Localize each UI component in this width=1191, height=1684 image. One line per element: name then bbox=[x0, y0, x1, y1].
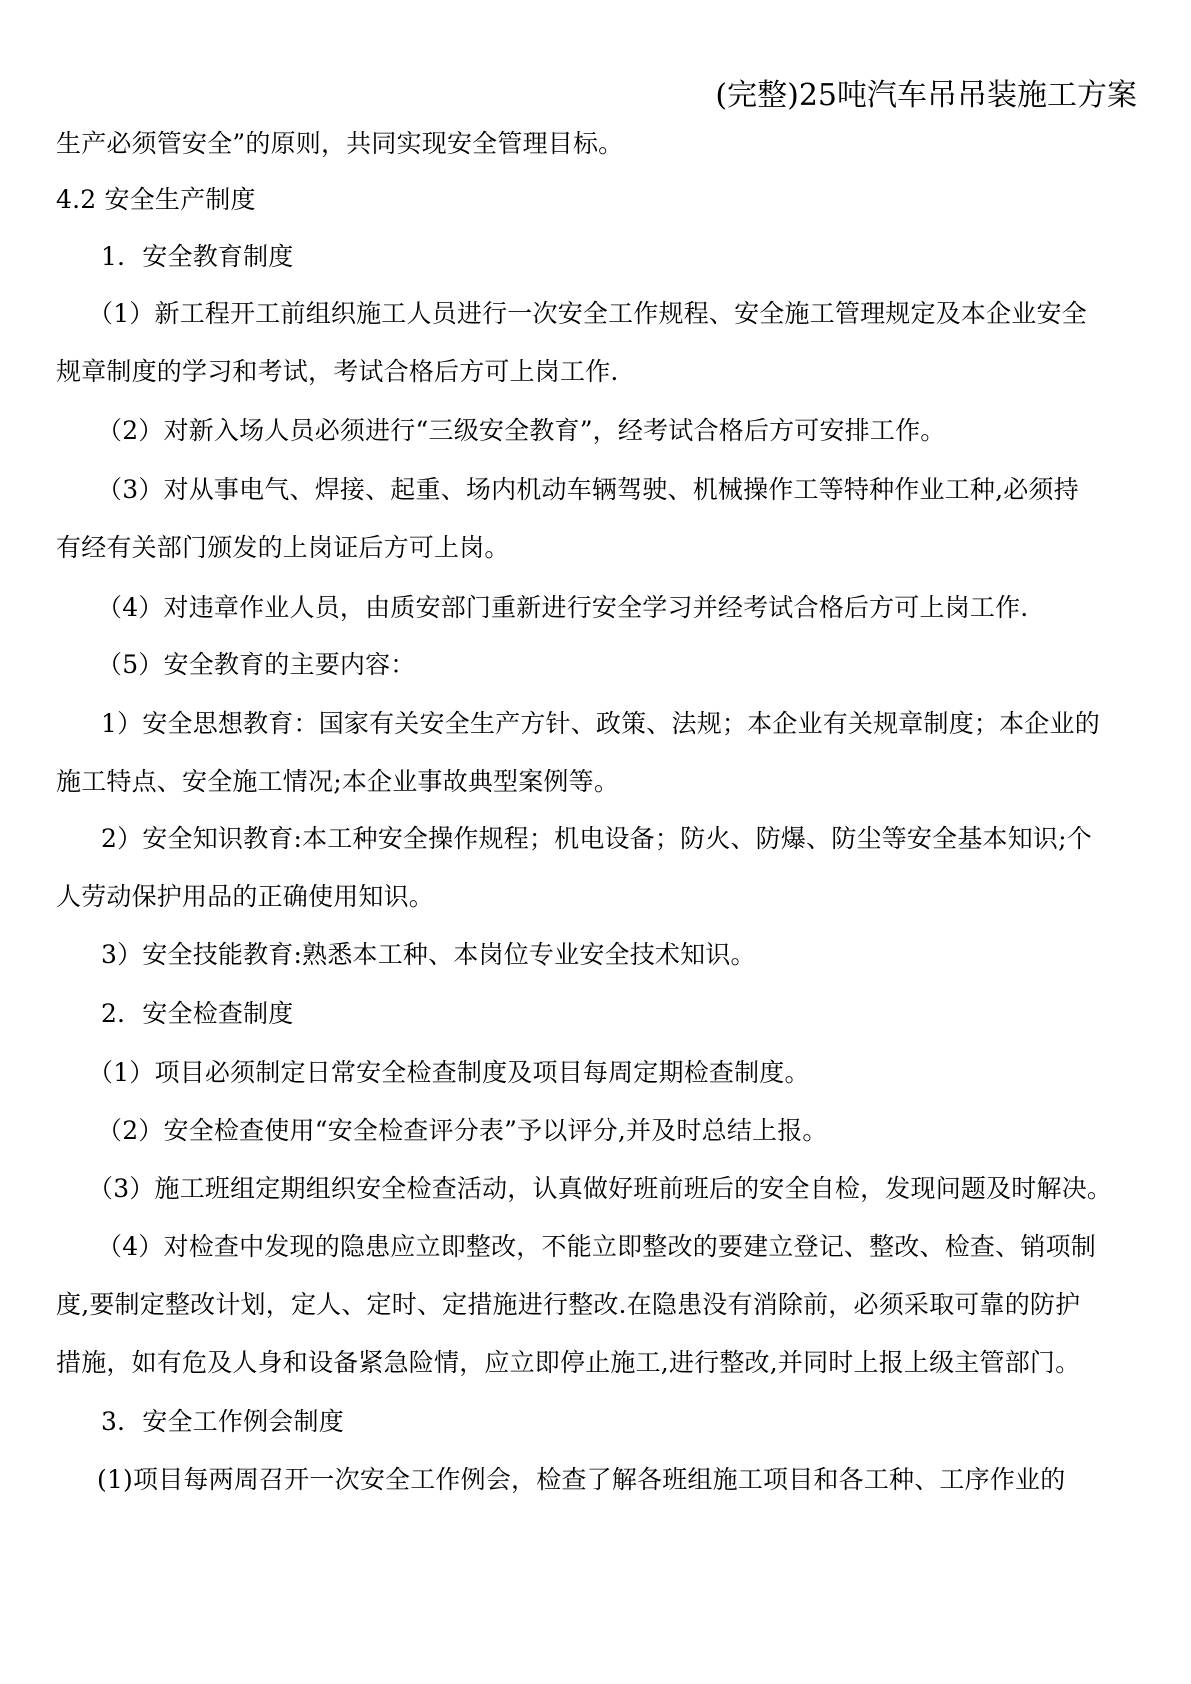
subsection-heading: 3．安全工作例会制度 bbox=[101, 1407, 344, 1436]
paragraph-line: （4）对违章作业人员，由质安部门重新进行安全学习并经考试合格后方可上岗工作. bbox=[97, 593, 1029, 622]
paragraph-line: （5）安全教育的主要内容： bbox=[97, 650, 416, 679]
paragraph-line: 施工特点、安全施工情况;本企业事故典型案例等。 bbox=[56, 767, 620, 796]
paragraph-line: 2）安全知识教育:本工种安全操作规程；机电设备；防火、防爆、防尘等安全基本知识;个 bbox=[101, 824, 1092, 853]
paragraph-line: (1)项目每两周召开一次安全工作例会，检查了解各班组施工项目和各工种、工序作业的 bbox=[97, 1465, 1066, 1494]
subsection-heading: 2．安全检查制度 bbox=[101, 999, 294, 1028]
paragraph-line: 1）安全思想教育：国家有关安全生产方针、政策、法规；本企业有关规章制度；本企业的 bbox=[101, 709, 1100, 738]
paragraph-line: 3）安全技能教育:熟悉本工种、本岗位专业安全技术知识。 bbox=[101, 940, 756, 969]
paragraph-line: 有经有关部门颁发的上岗证后方可上岗。 bbox=[56, 533, 510, 562]
page-header-title: (完整)25吨汽车吊吊装施工方案 bbox=[715, 78, 1137, 113]
paragraph-line: 生产必须管安全”的原则，共同实现安全管理目标。 bbox=[56, 129, 624, 158]
section-heading: 4.2 安全生产制度 bbox=[56, 185, 256, 214]
subsection-heading: 1．安全教育制度 bbox=[101, 242, 294, 271]
paragraph-line: 度,要制定整改计划，定人、定时、定措施进行整改.在隐患没有消除前，必须采取可靠的防护 bbox=[56, 1290, 1081, 1319]
paragraph-line: （1）新工程开工前组织施工人员进行一次安全工作规程、安全施工管理规定及本企业安全 bbox=[88, 299, 1087, 328]
paragraph-line: （2）安全检查使用“安全检查评分表”予以评分,并及时总结上报。 bbox=[97, 1116, 828, 1145]
paragraph-line: （3）对从事电气、焊接、起重、场内机动车辆驾驶、机械操作工等特种作业工种,必须持 bbox=[97, 475, 1079, 504]
paragraph-line: （1）项目必须制定日常安全检查制度及项目每周定期检查制度。 bbox=[88, 1058, 810, 1087]
paragraph-line: （3）施工班组定期组织安全检查活动，认真做好班前班后的安全自检，发现问题及时解决。 bbox=[88, 1174, 1113, 1203]
paragraph-line: 规章制度的学习和考试，考试合格后方可上岗工作. bbox=[56, 357, 619, 386]
paragraph-line: 人劳动保护用品的正确使用知识。 bbox=[56, 882, 435, 911]
paragraph-line: （4）对检查中发现的隐患应立即整改，不能立即整改的要建立登记、整改、检查、销项制 bbox=[97, 1232, 1096, 1261]
paragraph-line: 措施，如有危及人身和设备紧急险情，应立即停止施工,进行整改,并同时上报上级主管部门。 bbox=[56, 1348, 1081, 1377]
paragraph-line: （2）对新入场人员必须进行“三级安全教育”，经考试合格后方可安排工作。 bbox=[97, 416, 946, 445]
